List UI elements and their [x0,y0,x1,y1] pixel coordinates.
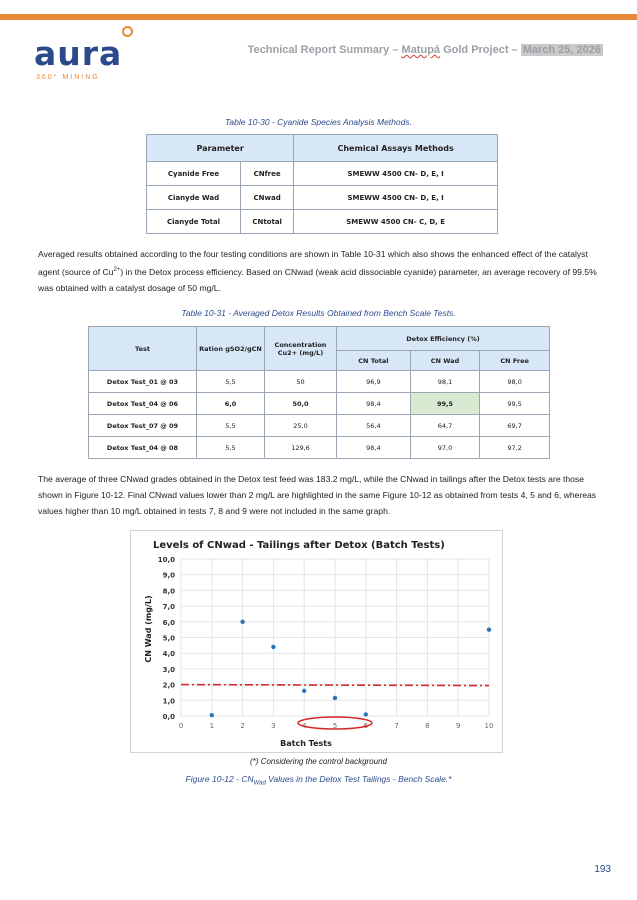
chart-x-tick-label: 8 [425,722,430,730]
chart-y-tick-label: 0,0 [162,713,175,721]
chart-x-tick-label: 3 [271,722,276,730]
table-row: Cyanide Free CNfree SMEWW 4500 CN- D, E, I [147,162,498,186]
chart-y-tick-label: 6,0 [162,618,175,627]
table2-header-cn-wad: CN Wad [410,351,480,371]
chart-y-tick-label: 7,0 [162,603,175,612]
chart-y-tick-label: 8,0 [162,587,175,596]
logo-subtitle: 360° MINING [36,74,100,81]
chart-data-point [240,620,244,624]
chart-title: Levels of CNwad - Tailings after Detox (Batch Tests) [153,540,445,551]
header-date: March 25, 2026 [522,44,601,56]
table2-header-ration: Ration gSO2/gCN [197,327,265,371]
chart-x-tick-label: 9 [455,722,461,730]
table2-header-concentration: Concentration Cu2+ (mg/L) [265,327,337,371]
table2-caption: Table 10-31 - Averaged Detox Results Obtained from Bench Scale Tests. [181,308,456,318]
chart-data-point [210,713,214,717]
cnwad-scatter-plot [131,531,504,754]
table-row: Detox Test_04 @ 08 5,5 129,6 98,4 97,0 97,2 [89,437,550,459]
highlighted-cell: 99,5 [410,393,480,415]
chart-y-axis-label: CN Wad (mg/L) [144,595,153,663]
table-row: Detox Test_07 @ 09 5,5 25,0 56,4 64,7 69,7 [89,415,550,437]
chart-data-point [333,696,337,700]
chart-x-tick-label: 7 [394,722,399,730]
chart-x-tick-label: 4 [301,722,307,730]
chart-x-tick-label: 1 [209,722,215,730]
table2-header-cn-total: CN Total [337,351,411,371]
table2-header-efficiency: Detox Efficiency (%) [337,327,550,351]
chart-data-point [487,627,491,631]
chart-x-axis-label: Batch Tests [280,739,332,748]
document-header-title: Technical Report Summary – Matupá Gold Project – March 25, 2026 [247,44,601,56]
cyanide-methods-table [146,134,498,234]
table2-header-test: Test [89,327,197,371]
cnwad-chart [130,530,503,753]
table1-header-methods: Chemical Assays Methods [294,135,498,162]
chart-x-tick-label: 5 [332,722,338,730]
detox-results-table [88,326,550,459]
table1-header-parameter: Parameter [147,135,294,162]
chart-data-point [302,689,306,693]
paragraph-detox-results: Averaged results obtained according to the four testing conditions are shown in Table 10-31 which also shows the enhanced effect of the catalyst agent (source of $Cu^{2+}$) in the Detox process efficiency. Based on CNwad (weak acid dissociable cyanide) parameter, an average recovery of 99.5% was obtained with a catalyst dosage of 50 mg/L. [38,249,597,293]
chart-y-tick-label: 9,0 [162,571,175,580]
table1-caption: Table 10-30 - Cyanide Species Analysis Methods. [225,117,412,127]
figure-caption: Figure $10-12 - CN_{Wad}$ Values in the Detox Test Tailings - Bench Scale.* [185,774,452,787]
logo-circle-icon [122,26,133,37]
chart-y-tick-label: 5,0 [162,634,175,643]
table-row: Detox Test_04 @ 06 6,0 50,0 98,4 99,5 99,5 [89,393,550,415]
chart-x-tick-label: 2 [240,722,245,730]
chart-data-point [364,712,368,716]
chart-x-tick-label: 0 [178,722,184,730]
aura-logo [34,26,164,86]
chart-x-tick-label: 6 [363,722,369,730]
logo-text: aura [34,34,123,73]
chart-y-tick-label: 1,0 [162,697,175,706]
table2-header-cn-free: CN Free [480,351,550,371]
table-row: Cianyde Total CNtotal SMEWW 4500 CN- C, D, E [147,210,498,234]
chart-y-tick-label: 3,0 [162,665,175,674]
table-row: Cianyde Wad CNwad SMEWW 4500 CN- D, E, I [147,186,498,210]
chart-x-tick-label: 10 [484,722,494,730]
chart-data-point [271,645,275,649]
table-row: Detox Test_01 @ 03 5,5 50 96,9 98,1 98,0 [89,371,550,393]
paragraph-cnwad-average: The average of three CNwad grades obtained in the Detox test feed was 183.2 mg/L, while the CNwad in tailings after the Detox tests are those shown in Figure 10-12. Final CNwad values lower than 2 mg/L are highlighted in the same Figure 10-12 as obtained from tests 4, 5 and 6, whereas values higher than 10 mg/L obtained in tests 7, 8 and 9 were not included in the same graph. [38,474,597,516]
header-accent-bar [0,14,637,20]
chart-y-tick-label: 10,0 [157,556,175,564]
page-number: 193 [594,864,611,875]
chart-y-tick-label: 4,0 [162,650,175,659]
figure-note: (*) Considering the control background [250,757,387,766]
chart-y-tick-label: 2,0 [162,681,175,690]
